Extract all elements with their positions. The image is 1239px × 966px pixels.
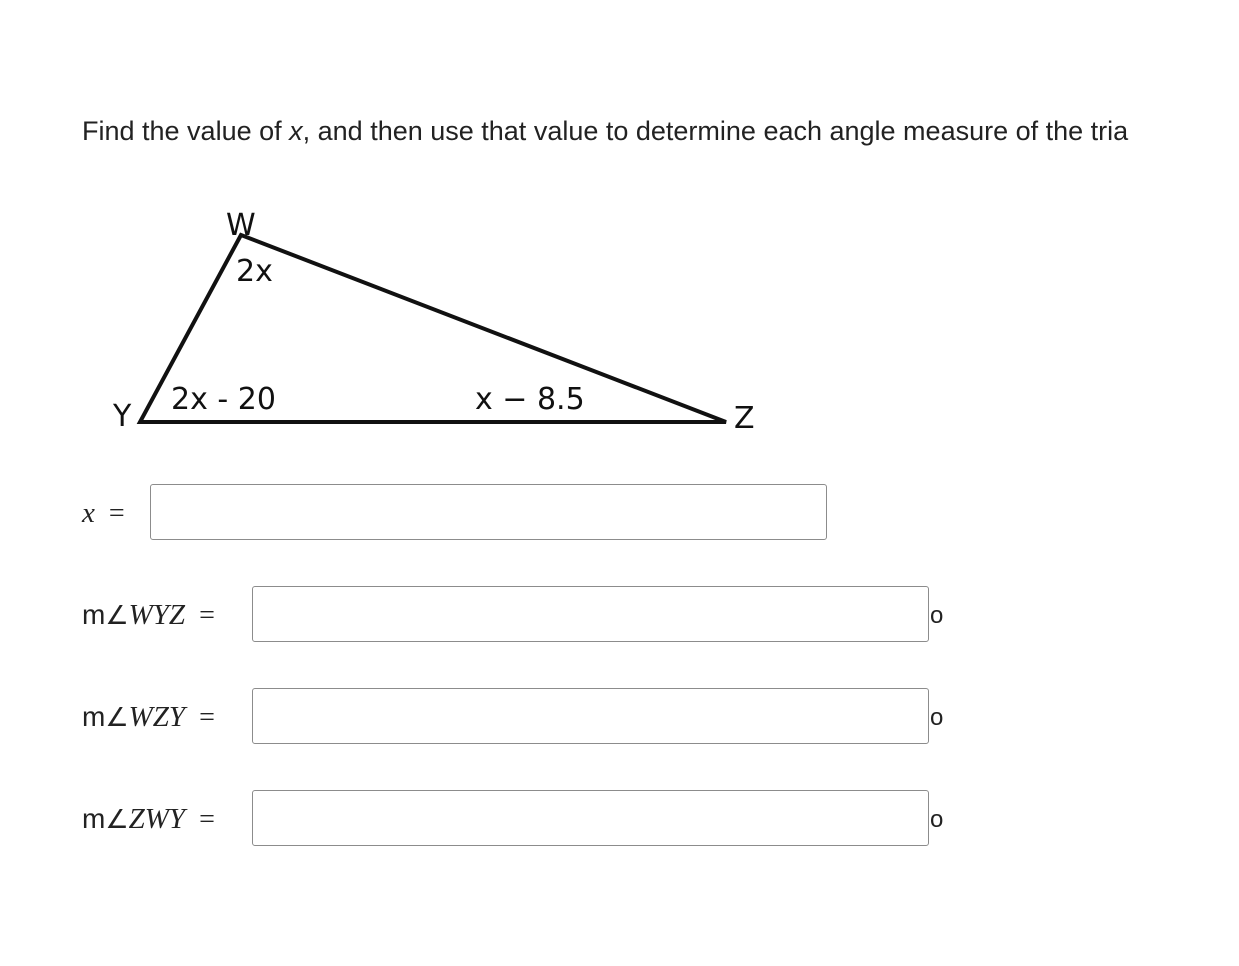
measure-prefix: m: [82, 803, 106, 834]
angle-symbol: ∠: [105, 805, 129, 835]
answer-row-zwy: [82, 790, 962, 848]
prompt-text-start: Find the value of: [82, 116, 290, 146]
prompt-variable: x: [289, 116, 303, 146]
vertex-label-w: W: [226, 208, 256, 243]
variable-x: x: [82, 497, 95, 529]
answer-label-wyz: [82, 586, 215, 644]
angle-label-z: x − 8.5: [475, 382, 585, 417]
degree-unit: o: [930, 602, 944, 629]
angle-wzy-input[interactable]: [252, 688, 929, 744]
equals-sign: =: [108, 498, 125, 529]
degree-unit: o: [930, 704, 944, 731]
answer-row-wyz: [82, 586, 962, 644]
angle-label-w: 2x: [236, 254, 273, 289]
degree-unit: o: [930, 806, 944, 833]
answer-label-x: [82, 484, 125, 542]
angle-name-wyz: WYZ: [128, 599, 186, 631]
answer-row-wzy: [82, 688, 962, 746]
triangle-figure: [100, 195, 780, 445]
angle-label-y: 2x - 20: [171, 382, 276, 417]
prompt-text-end: , and then use that value to determine each angle measure of the tria: [302, 116, 1129, 146]
vertex-label-y: Y: [113, 399, 132, 434]
angle-name-zwy: ZWY: [128, 803, 186, 835]
measure-prefix: m: [82, 599, 106, 630]
angle-name-wzy: WZY: [128, 701, 186, 733]
x-value-input[interactable]: [150, 484, 827, 540]
equals-sign: =: [199, 702, 215, 733]
angle-zwy-input[interactable]: [252, 790, 929, 846]
answer-label-zwy: [82, 790, 215, 848]
answer-label-wzy: [82, 688, 215, 746]
measure-prefix: m: [82, 701, 106, 732]
angle-symbol: ∠: [105, 601, 129, 631]
angle-wyz-input[interactable]: [252, 586, 929, 642]
equals-sign: =: [199, 600, 215, 631]
answer-row-x: [82, 484, 832, 542]
equals-sign: =: [199, 804, 215, 835]
question-prompt: [82, 112, 1239, 150]
angle-symbol: ∠: [105, 703, 129, 733]
vertex-label-z: Z: [734, 401, 755, 436]
